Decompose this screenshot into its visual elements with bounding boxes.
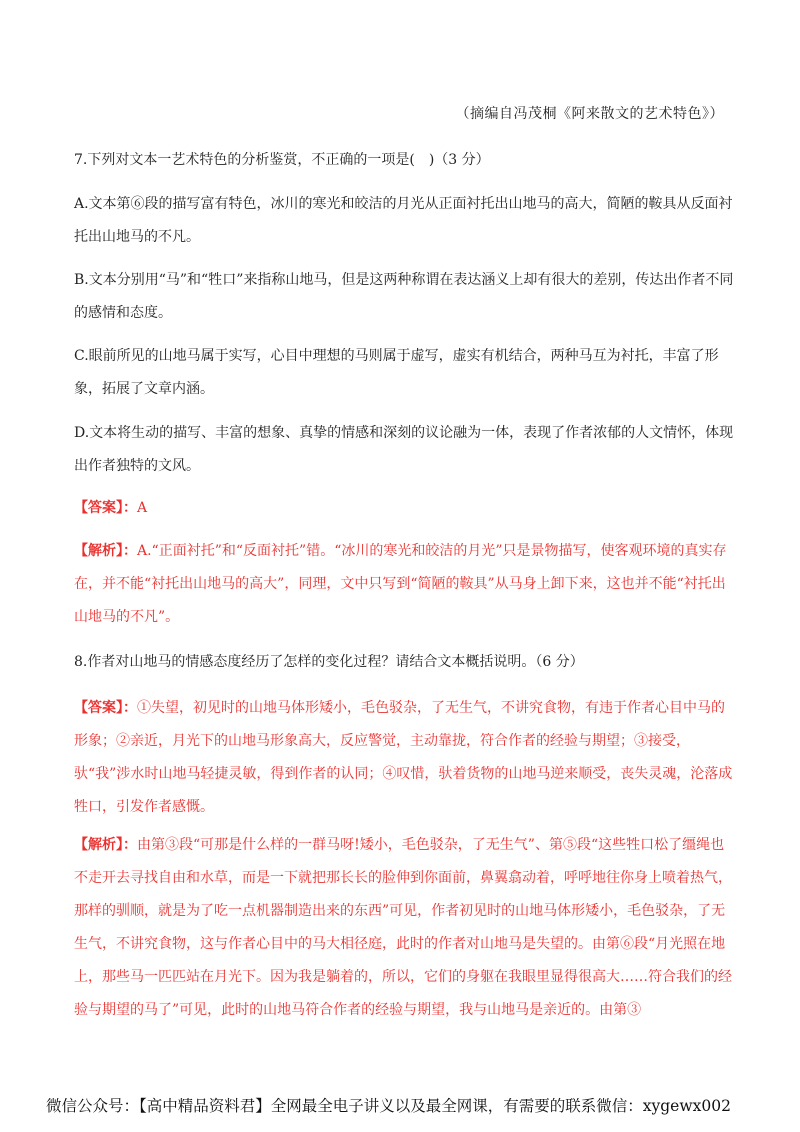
question-7-explanation <box>74 535 734 634</box>
answer-text: ①失望，初见时的山地马体形矮小，毛色驳杂，了无生气，不讲究食物，有违于作者心目中马的形象；②亲近，月光下的山地马形象高大，反应警觉，主动靠拢，符合作者的经验与期望；③接受，驮“我”涉水时山地马轻捷灵敏，得到作者的认同；④叹惜，驮着货物的山地马逆来顺受，丧失灵魂，沦落成牲口，引发作者感慨。 <box>74 700 733 815</box>
explanation-text: A.“正面衬托”和“反面衬托”错。“冰川的寒光和皎洁的月光”只是景物描写，使客观环境的真实存在，并不能“衬托出山地马的高大”，同理，文中只写到“简陋的鞍具”从马身上卸下来，这也并不能“衬托出山地马的不凡”。 <box>74 543 727 625</box>
explanation-text: 由第③段“可那是什么样的一群马呀!矮小，毛色驳杂，了无生气”、第⑤段“这些牲口松了缰绳也不走开去寻找自由和水草，而是一下就把那长长的脸伸到你面前，鼻翼翕动着，呼呼地往你身上喷着热气，那样的驯顺，就是为了吃一点机器制造出来的东西”可见，作者初见时的山地马体形矮小，毛色驳杂，了无生气，不讲究食物，这与作者心目中的马大相径庭，此时的作者对山地马是失望的。由第⑥段“月光照在地上，那些马一匹匹站在月光下。因为我是躺着的，所以，它们的身躯在我眼里显得很高大……符合我们的经验与期望的马了”可见，此时的山地马符合作者的经验与期望，我与山地马是亲近的。由第③ <box>74 837 732 1018</box>
explanation-label: 【解析】： <box>74 543 137 559</box>
footer-promo: 微信公众号：【高中精品资料君】全网最全电子讲义以及最全网课，有需要的联系微信：xygewx002 <box>46 1097 731 1115</box>
explanation-label: 【解析】： <box>74 837 137 853</box>
question-8-stem: 8.作者对山地马的情感态度经历了怎样的变化过程？请结合文本概括说明。（6 分） <box>74 654 584 670</box>
question-7-stem: 7.下列对文本一艺术特色的分析鉴赏，不正确的一项是( )（3 分） <box>74 152 490 168</box>
question-7-option-b: B.文本分别用“马”和“牲口”来指称山地马，但是这两种称谓在表达涵义上却有很大的差别，传达出作者不同的感情和态度。 <box>74 272 734 321</box>
question-7-option-d: D.文本将生动的描写、丰富的想象、真挚的情感和深刻的议论融为一体，表现了作者浓郁的人文情怀，体现出作者独特的文风。 <box>74 425 734 474</box>
question-7-option-a: A.文本第⑥段的描写富有特色，冰川的寒光和皎洁的月光从正面衬托出山地马的高大，简陋的鞍具从反面衬托出山地马的不凡。 <box>74 196 733 245</box>
question-8-answer <box>74 692 734 824</box>
question-7-option-c: C.眼前所见的山地马属于实写，心目中理想的马则属于虚写，虚实有机结合，两种马互为衬托，丰富了形象，拓展了文章内涵。 <box>74 348 719 397</box>
source-citation: （摘编自冯茂桐《阿来散文的艺术特色》） <box>455 106 724 122</box>
question-7-answer <box>74 492 734 525</box>
question-8-explanation <box>74 829 734 1027</box>
answer-label: 【答案】： <box>74 500 137 516</box>
answer-label: 【答案】： <box>74 700 137 716</box>
answer-text: A <box>137 500 148 516</box>
